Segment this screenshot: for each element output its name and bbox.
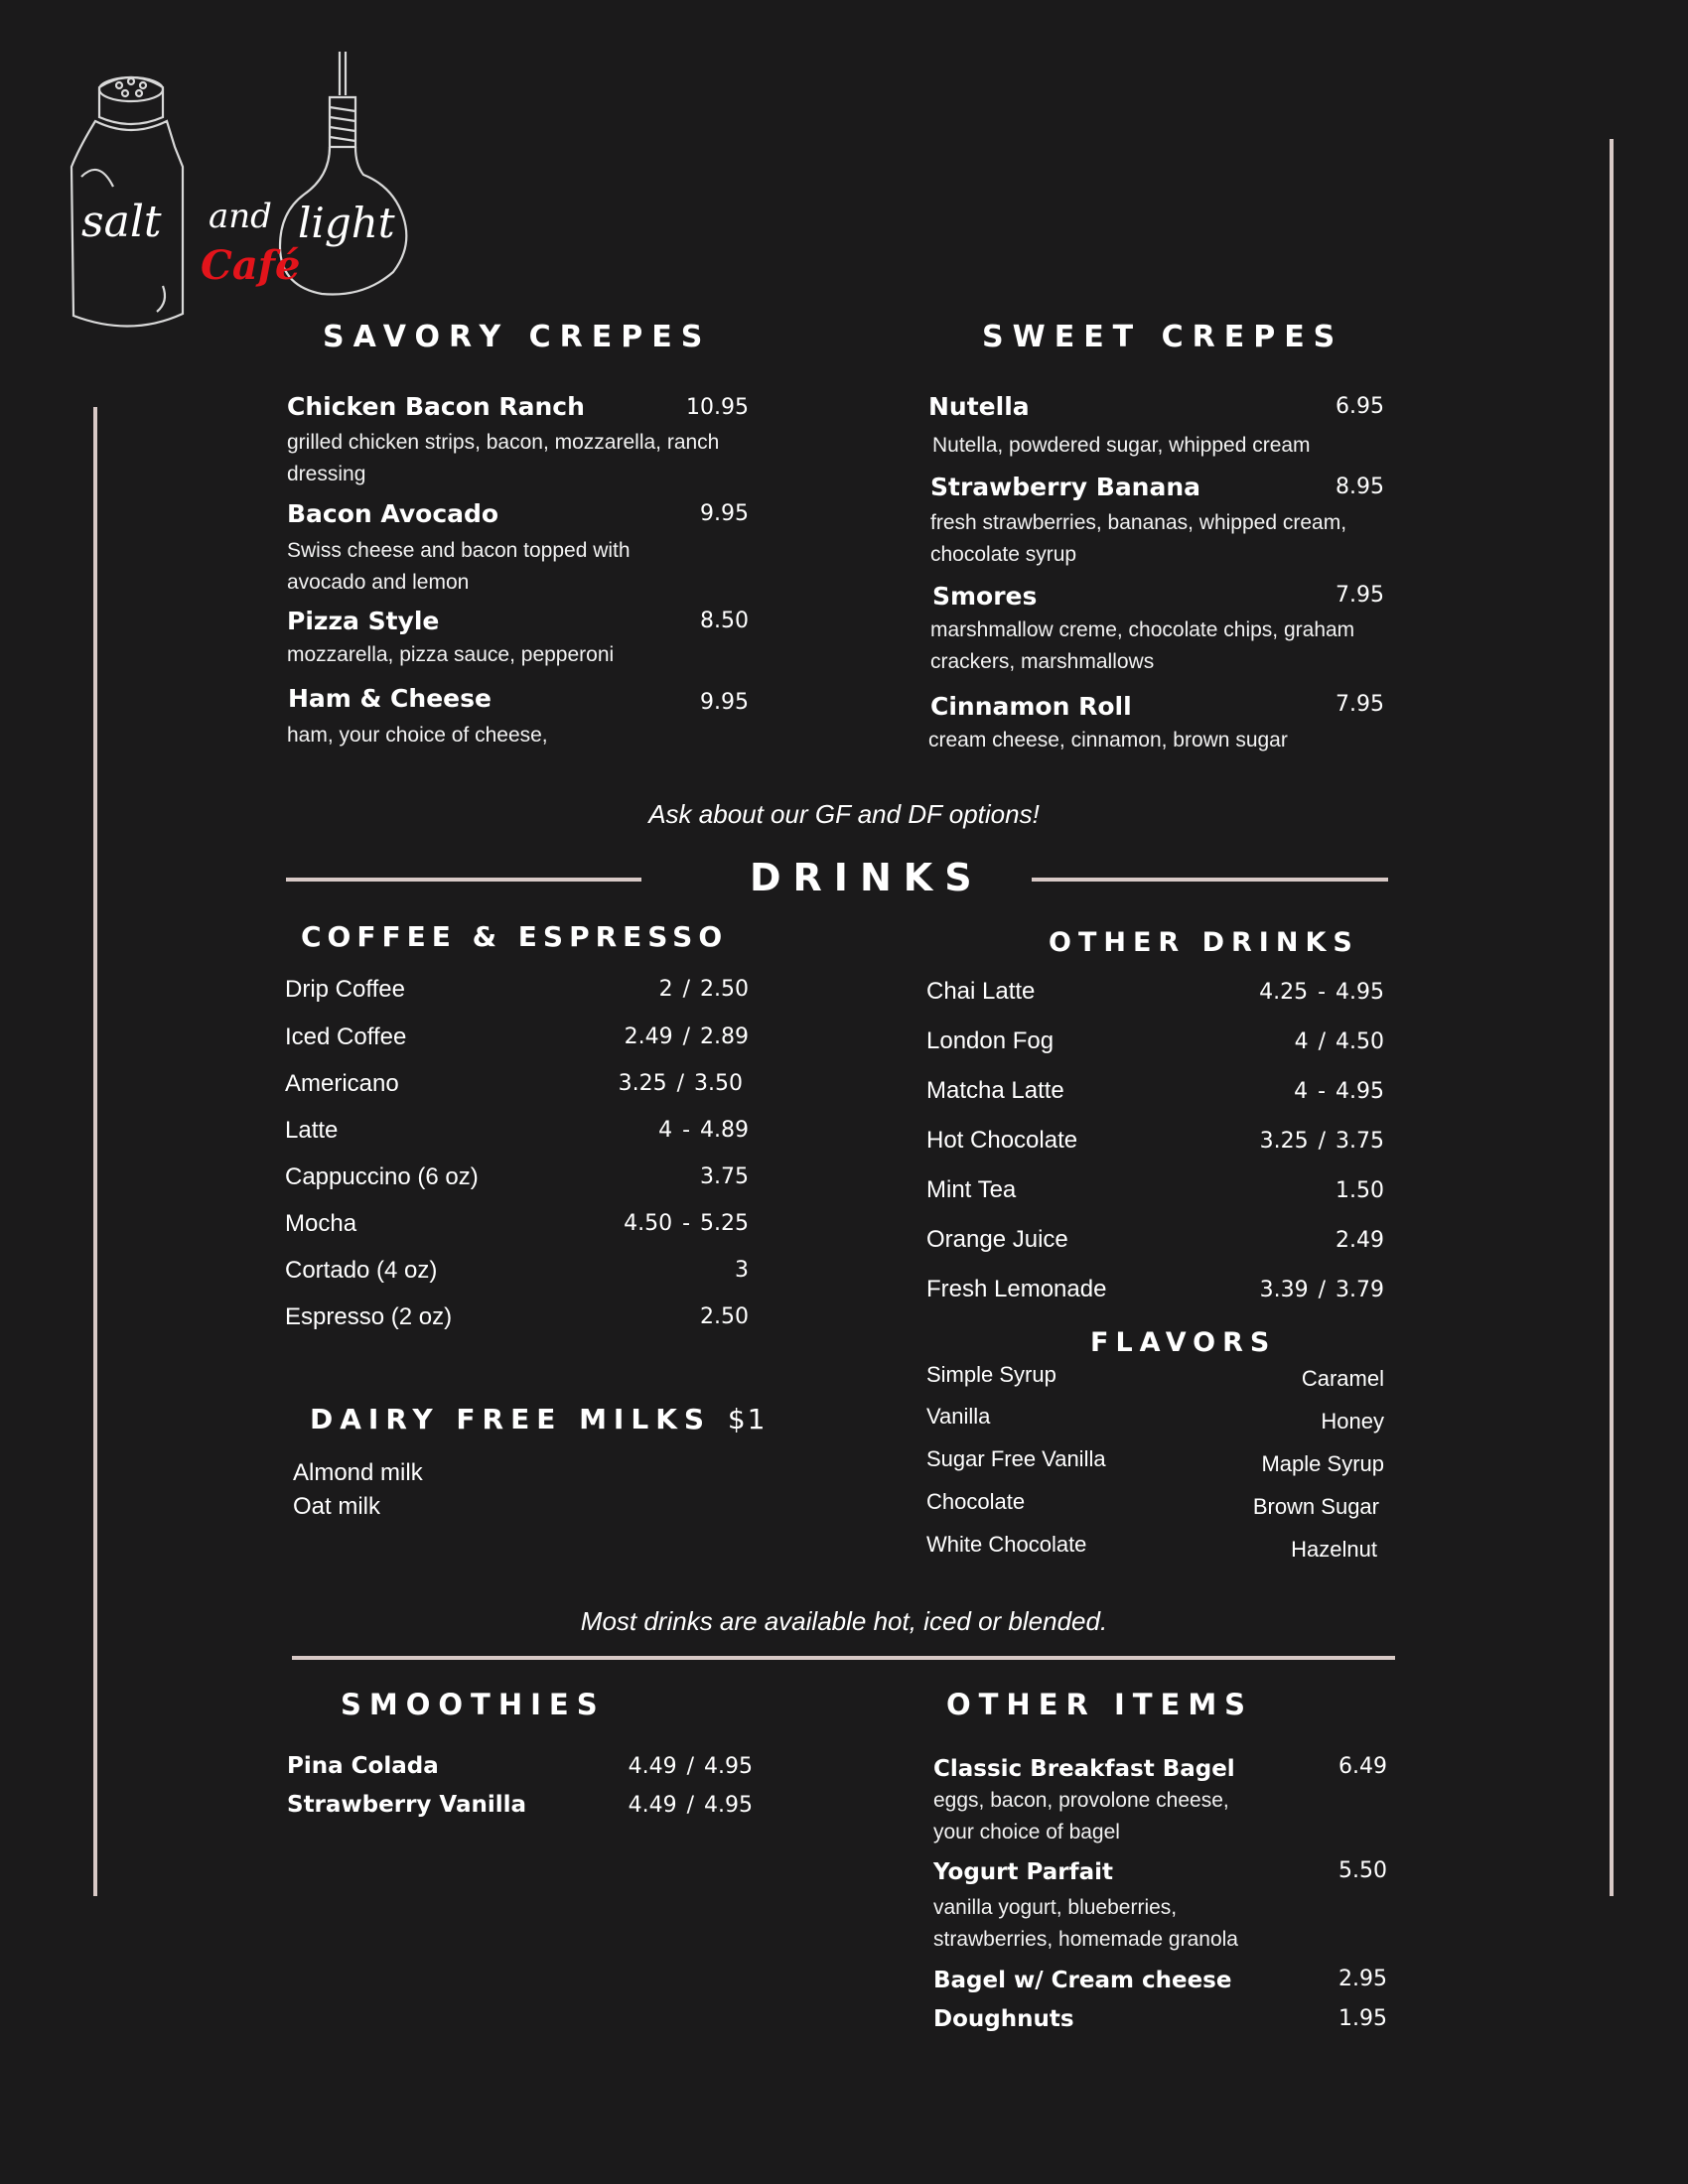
- other-drink-name: Hot Chocolate: [926, 1127, 1078, 1154]
- dairy-free-milks-label: DAIRY FREE MILKS: [310, 1403, 712, 1435]
- sweet-item-name: Smores: [932, 582, 1038, 611]
- gf-df-note: Ask about our GF and DF options!: [648, 799, 1040, 829]
- other-drinks-title: OTHER DRINKS: [1049, 927, 1359, 958]
- flavor-left: Chocolate: [926, 1489, 1026, 1514]
- flavor-left: White Chocolate: [926, 1532, 1087, 1557]
- flavor-right: Caramel: [1301, 1366, 1384, 1391]
- sweet-crepes-title: SWEET CREPES: [982, 320, 1344, 354]
- other-item-price: 6.49: [1338, 1754, 1387, 1779]
- other-drink-name: Mint Tea: [926, 1176, 1017, 1203]
- savory-crepes-title: SAVORY CREPES: [323, 320, 712, 354]
- coffee-item-price: 3.25 / 3.50: [618, 1071, 743, 1096]
- logo-word-salt: salt: [81, 197, 162, 247]
- other-drink-name: Chai Latte: [926, 978, 1036, 1005]
- other-item-name: Doughnuts: [933, 2006, 1074, 2032]
- sweet-item-price: 7.95: [1336, 583, 1384, 608]
- savory-item-name: Chicken Bacon Ranch: [287, 392, 585, 421]
- smoothie-price: 4.49 / 4.95: [628, 1793, 753, 1818]
- sweet-item-name: Cinnamon Roll: [930, 692, 1132, 721]
- savory-item-desc: mozzarella, pizza sauce, pepperoni: [287, 643, 615, 666]
- drinks-divider-right: [1032, 878, 1388, 882]
- smoothie-name: Strawberry Vanilla: [287, 1792, 527, 1818]
- coffee-espresso-title: COFFEE & ESPRESSO: [301, 920, 729, 953]
- other-drink-price: 1.50: [1336, 1178, 1384, 1203]
- left-border-line: [93, 407, 97, 1896]
- savory-item-name: Bacon Avocado: [287, 499, 499, 528]
- savory-item-price: 8.50: [700, 609, 749, 633]
- other-drink-name: Fresh Lemonade: [926, 1276, 1107, 1302]
- coffee-item-name: Iced Coffee: [285, 1024, 407, 1050]
- smoothies-title: SMOOTHIES: [341, 1688, 606, 1721]
- savory-item-price: 10.95: [686, 395, 749, 420]
- cafe-logo: [60, 48, 417, 336]
- other-drink-name: Orange Juice: [926, 1226, 1068, 1253]
- savory-item-desc: ham, your choice of cheese,: [287, 724, 548, 747]
- sweet-item-desc: fresh strawberries, bananas, whipped cream, chocolate syrup: [930, 511, 1347, 566]
- dairy-free-item: Almond milk: [293, 1459, 423, 1486]
- coffee-item-price: 2 / 2.50: [658, 977, 749, 1002]
- coffee-item-name: Mocha: [285, 1210, 357, 1237]
- logo-word-and: and: [209, 197, 272, 236]
- coffee-item-name: Cortado (4 oz): [285, 1257, 438, 1284]
- flavors-title: FLAVORS: [1090, 1327, 1277, 1358]
- coffee-item-name: Latte: [285, 1117, 339, 1144]
- drinks-availability-note: Most drinks are available hot, iced or blended.: [580, 1606, 1108, 1636]
- savory-item-price: 9.95: [700, 501, 749, 526]
- other-item-desc: vanilla yogurt, blueberries, strawberries, homemade granola: [933, 1896, 1238, 1951]
- coffee-item-name: Espresso (2 oz): [285, 1303, 453, 1330]
- right-border-line: [1610, 139, 1614, 1896]
- coffee-item-name: Cappuccino (6 oz): [285, 1163, 479, 1190]
- coffee-item-name: Drip Coffee: [285, 976, 405, 1003]
- other-drink-price: 3.39 / 3.79: [1259, 1278, 1384, 1302]
- sweet-item-desc: Nutella, powdered sugar, whipped cream: [932, 434, 1311, 457]
- coffee-item-price: 2.49 / 2.89: [624, 1024, 749, 1049]
- sweet-item-name: Nutella: [928, 392, 1030, 421]
- sweet-item-price: 8.95: [1336, 475, 1384, 499]
- coffee-item-price: 3.75: [700, 1164, 749, 1189]
- bottom-divider: [292, 1656, 1395, 1660]
- coffee-item-price: 4.50 - 5.25: [624, 1211, 749, 1236]
- dairy-free-milks-price: $1: [727, 1403, 768, 1435]
- logo-word-light: light: [298, 199, 395, 247]
- savory-item-desc: Swiss cheese and bacon topped with avocado and lemon: [287, 539, 631, 594]
- other-drink-name: London Fog: [926, 1027, 1055, 1054]
- flavor-left: Vanilla: [926, 1404, 991, 1429]
- other-item-name: Classic Breakfast Bagel: [933, 1756, 1235, 1782]
- other-drink-price: 4 - 4.95: [1294, 1079, 1384, 1104]
- flavor-right: Hazelnut: [1291, 1537, 1377, 1562]
- other-item-price: 5.50: [1338, 1858, 1387, 1883]
- flavor-right: Maple Syrup: [1261, 1451, 1384, 1476]
- flavor-right: Brown Sugar: [1252, 1494, 1379, 1519]
- logo-illustration: [60, 48, 417, 336]
- other-drink-price: 2.49: [1336, 1228, 1384, 1253]
- sweet-item-desc: cream cheese, cinnamon, brown sugar: [928, 729, 1288, 751]
- drinks-divider-left: [286, 878, 641, 882]
- drinks-title: DRINKS: [750, 856, 984, 899]
- dairy-free-item: Oat milk: [293, 1493, 381, 1520]
- dairy-free-milks-title: [310, 1403, 767, 1435]
- sweet-item-price: 6.95: [1336, 394, 1384, 419]
- savory-item-name: Pizza Style: [287, 607, 440, 635]
- coffee-item-price: 3: [735, 1258, 749, 1283]
- logo-word-cafe: Café: [201, 242, 301, 289]
- other-drink-name: Matcha Latte: [926, 1077, 1064, 1104]
- sweet-item-price: 7.95: [1336, 692, 1384, 717]
- other-item-name: Bagel w/ Cream cheese: [933, 1968, 1232, 1993]
- other-item-desc: eggs, bacon, provolone cheese, your choice of bagel: [933, 1789, 1229, 1843]
- sweet-item-name: Strawberry Banana: [930, 473, 1201, 501]
- other-drink-price: 4 / 4.50: [1294, 1029, 1384, 1054]
- smoothie-name: Pina Colada: [287, 1753, 439, 1779]
- other-item-price: 2.95: [1338, 1967, 1387, 1991]
- other-item-price: 1.95: [1338, 2006, 1387, 2031]
- other-drink-price: 3.25 / 3.75: [1259, 1129, 1384, 1154]
- sweet-item-desc: marshmallow creme, chocolate chips, graham crackers, marshmallows: [930, 618, 1355, 673]
- savory-item-name: Ham & Cheese: [288, 684, 492, 713]
- savory-item-desc: grilled chicken strips, bacon, mozzarella, ranch dressing: [287, 431, 720, 485]
- other-item-name: Yogurt Parfait: [933, 1859, 1114, 1885]
- flavor-left: Simple Syrup: [926, 1362, 1056, 1387]
- coffee-item-price: 2.50: [700, 1304, 749, 1329]
- other-drink-price: 4.25 - 4.95: [1259, 980, 1384, 1005]
- flavor-right: Honey: [1321, 1409, 1384, 1433]
- smoothie-price: 4.49 / 4.95: [628, 1754, 753, 1779]
- other-items-title: OTHER ITEMS: [946, 1688, 1254, 1721]
- coffee-item-name: Americano: [285, 1070, 399, 1097]
- flavor-left: Sugar Free Vanilla: [926, 1446, 1106, 1471]
- coffee-item-price: 4 - 4.89: [658, 1118, 749, 1143]
- savory-item-price: 9.95: [700, 690, 749, 715]
